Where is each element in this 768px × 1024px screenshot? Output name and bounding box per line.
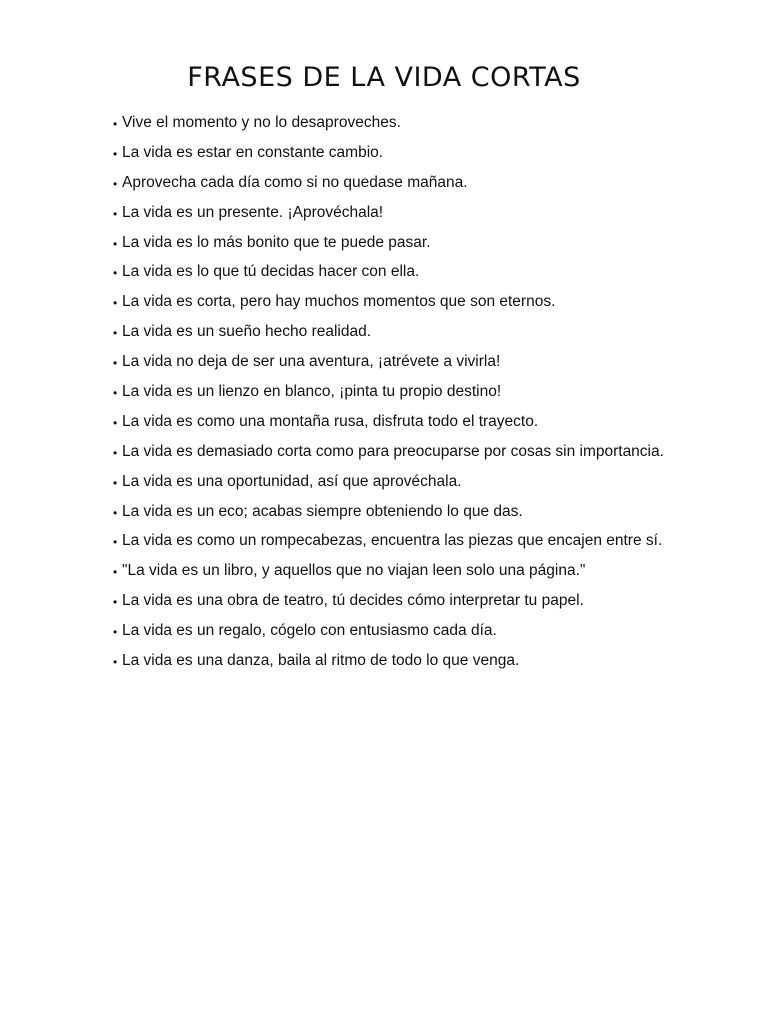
- list-item: [113, 591, 693, 611]
- list-item: [113, 143, 693, 163]
- list-item-text: La vida es como una montaña rusa, disfruta todo el trayecto.: [122, 412, 539, 430]
- list-item: [113, 292, 693, 312]
- list-item-text: La vida es corta, pero hay muchos momentos que son eternos.: [122, 293, 556, 311]
- bullet-icon: •: [113, 326, 118, 341]
- list-item-text: La vida es un sueño hecho realidad.: [122, 323, 372, 341]
- list-item-text: La vida es una obra de teatro, tú decides cómo interpretar tu papel.: [122, 592, 584, 610]
- bullet-icon: •: [113, 296, 118, 311]
- bullet-icon: •: [113, 236, 118, 251]
- bullet-icon: •: [113, 655, 118, 670]
- list-item-text: La vida es lo más bonito que te puede pasar.: [122, 233, 431, 251]
- bullet-icon: •: [113, 146, 118, 161]
- list-item: [113, 382, 693, 402]
- list-item: [113, 322, 693, 342]
- list-item: [113, 203, 693, 223]
- list-item: [113, 173, 693, 193]
- bullet-icon: •: [113, 475, 118, 490]
- bullet-icon: •: [113, 176, 118, 191]
- list-item-text: La vida es como un rompecabezas, encuentra las piezas que encajen entre sí.: [122, 532, 663, 550]
- list-item: [113, 531, 693, 551]
- list-item-text: La vida es demasiado corta como para preocuparse por cosas sin importancia.: [122, 442, 664, 460]
- list-item: [113, 442, 693, 462]
- list-item: [113, 412, 693, 432]
- bullet-icon: •: [113, 386, 118, 401]
- list-item-text: La vida es un regalo, cógelo con entusiasmo cada día.: [122, 622, 497, 640]
- bullet-icon: •: [113, 266, 118, 281]
- list-item: [113, 233, 693, 253]
- list-item: [113, 472, 693, 492]
- list-item-text: La vida es lo que tú decidas hacer con ella.: [122, 263, 420, 281]
- bullet-icon: •: [113, 206, 118, 221]
- list-item-text: La vida es una danza, baila al ritmo de todo lo que venga.: [122, 652, 520, 670]
- list-item-text: La vida es un presente. ¡Aprovéchala!: [122, 203, 384, 221]
- list-item: [113, 352, 693, 372]
- bullet-icon: •: [113, 535, 118, 550]
- page-title: FRASES DE LA VIDA CORTAS: [187, 62, 581, 93]
- list-item: [113, 561, 693, 581]
- list-item: [113, 651, 693, 671]
- bullet-icon: •: [113, 565, 118, 580]
- list-item: [113, 502, 693, 522]
- list-item: [113, 262, 693, 282]
- list-item-text: La vida es un eco; acabas siempre obteniendo lo que das.: [122, 502, 523, 520]
- list-item-text: La vida es un lienzo en blanco, ¡pinta tu propio destino!: [122, 383, 502, 401]
- list-item: [113, 113, 693, 133]
- bullet-icon: •: [113, 445, 118, 460]
- list-item-text: Vive el momento y no lo desaproveches.: [122, 114, 401, 131]
- bullet-icon: •: [113, 505, 118, 520]
- bullet-icon: •: [113, 595, 118, 610]
- list-item-text: Aprovecha cada día como si no quedase mañana.: [122, 173, 468, 191]
- bullet-icon: •: [113, 625, 118, 640]
- list-item-text: La vida es estar en constante cambio.: [122, 143, 384, 161]
- list-item-text: La vida no deja de ser una aventura, ¡atrévete a vivirla!: [122, 353, 501, 371]
- bullet-icon: •: [113, 117, 118, 131]
- list-item-text: La vida es una oportunidad, así que aprovéchala.: [122, 472, 462, 490]
- list-item: [113, 621, 693, 641]
- quote-list: [113, 113, 693, 681]
- list-item-text: "La vida es un libro, y aquellos que no viajan leen solo una página.": [122, 562, 586, 580]
- bullet-icon: •: [113, 415, 118, 430]
- bullet-icon: •: [113, 356, 118, 371]
